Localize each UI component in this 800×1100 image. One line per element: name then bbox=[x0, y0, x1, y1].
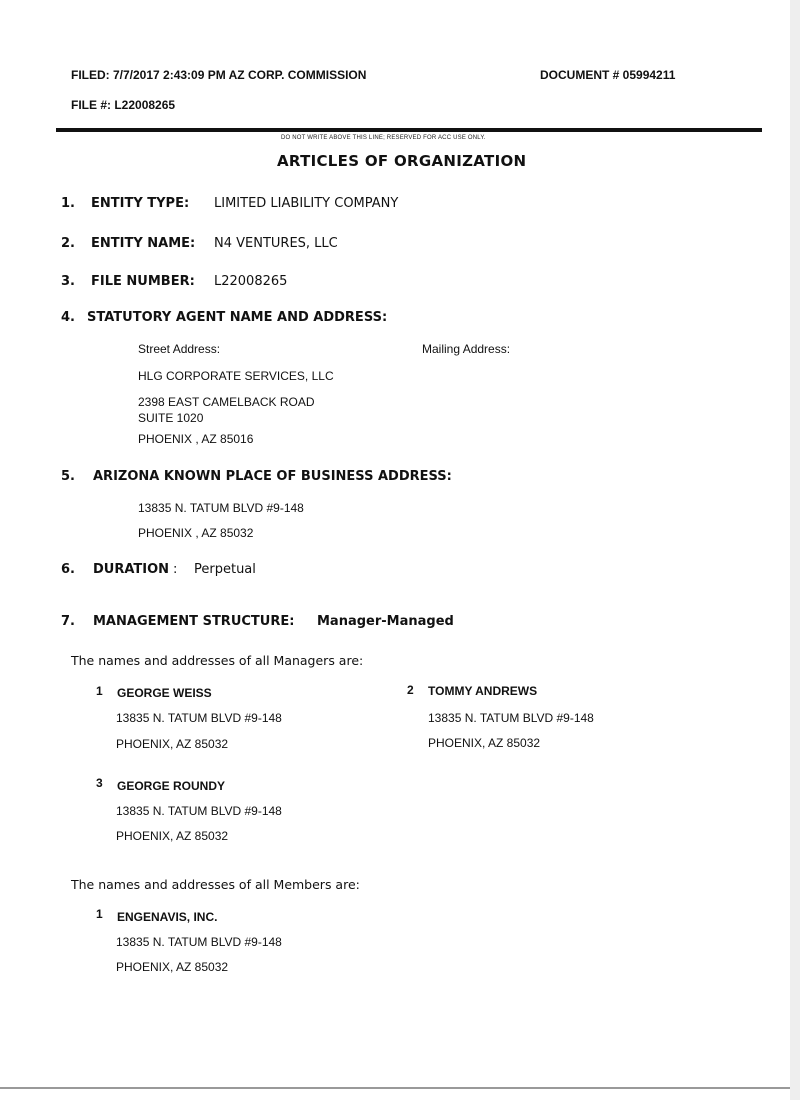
manager-address-line1: 13835 N. TATUM BLVD #9-148 bbox=[428, 711, 594, 725]
management-structure-label: MANAGEMENT STRUCTURE: bbox=[93, 614, 295, 629]
member-address-line1: 13835 N. TATUM BLVD #9-148 bbox=[116, 935, 282, 949]
member-number: 1 bbox=[96, 907, 103, 921]
page-right-edge bbox=[790, 0, 800, 1100]
section-1-number: 1. bbox=[61, 196, 75, 211]
reserved-notice: DO NOT WRITE ABOVE THIS LINE; RESERVED FOR ACC USE ONLY. bbox=[281, 135, 486, 141]
business-address-city: PHOENIX , AZ 85032 bbox=[138, 526, 254, 540]
section-7-number: 7. bbox=[61, 614, 75, 629]
manager-address-line1: 13835 N. TATUM BLVD #9-148 bbox=[116, 804, 282, 818]
agent-address-line1: 2398 EAST CAMELBACK ROAD bbox=[138, 395, 315, 409]
manager-number: 1 bbox=[96, 684, 103, 698]
page-bottom-rule bbox=[0, 1087, 800, 1089]
file-number-header: FILE #: L22008265 bbox=[71, 98, 176, 112]
managers-intro: The names and addresses of all Managers are: bbox=[71, 653, 364, 668]
manager-address-line1: 13835 N. TATUM BLVD #9-148 bbox=[116, 711, 282, 725]
section-4-number: 4. bbox=[61, 310, 75, 325]
business-address-label: ARIZONA KNOWN PLACE OF BUSINESS ADDRESS: bbox=[93, 469, 452, 484]
statutory-agent-label: STATUTORY AGENT NAME AND ADDRESS: bbox=[87, 310, 388, 325]
manager-number: 2 bbox=[407, 683, 414, 697]
manager-address-city: PHOENIX, AZ 85032 bbox=[116, 737, 229, 751]
duration-label: DURATION bbox=[93, 562, 170, 577]
entity-name-value: N4 VENTURES, LLC bbox=[214, 236, 338, 251]
manager-name: TOMMY ANDREWS bbox=[428, 684, 538, 698]
section-5-number: 5. bbox=[61, 469, 75, 484]
street-address-label: Street Address: bbox=[138, 342, 221, 356]
duration-value: Perpetual bbox=[194, 562, 256, 577]
agent-address-line2: SUITE 1020 bbox=[138, 411, 204, 425]
agent-name: HLG CORPORATE SERVICES, LLC bbox=[138, 369, 334, 383]
agent-address-city: PHOENIX , AZ 85016 bbox=[138, 432, 254, 446]
mailing-address-label: Mailing Address: bbox=[422, 342, 511, 356]
member-address-city: PHOENIX, AZ 85032 bbox=[116, 960, 229, 974]
manager-number: 3 bbox=[96, 776, 103, 790]
section-2-number: 2. bbox=[61, 236, 75, 251]
document-title: ARTICLES OF ORGANIZATION bbox=[277, 152, 527, 170]
document-number: DOCUMENT # 05994211 bbox=[540, 68, 676, 82]
business-address-line1: 13835 N. TATUM BLVD #9-148 bbox=[138, 501, 304, 515]
section-3-number: 3. bbox=[61, 274, 75, 289]
file-number-value: L22008265 bbox=[214, 274, 288, 289]
entity-type-label: ENTITY TYPE: bbox=[91, 196, 190, 211]
reserved-divider bbox=[56, 128, 762, 132]
file-number-label: FILE NUMBER: bbox=[91, 274, 195, 289]
manager-name: GEORGE ROUNDY bbox=[117, 779, 226, 793]
section-6-number: 6. bbox=[61, 562, 75, 577]
entity-name-label: ENTITY NAME: bbox=[91, 236, 196, 251]
member-name: ENGENAVIS, INC. bbox=[117, 910, 218, 924]
members-intro: The names and addresses of all Members are: bbox=[71, 877, 360, 892]
manager-name: GEORGE WEISS bbox=[117, 686, 212, 700]
manager-address-city: PHOENIX, AZ 85032 bbox=[116, 829, 229, 843]
filed-stamp: FILED: 7/7/2017 2:43:09 PM AZ CORP. COMMISSION bbox=[71, 68, 367, 82]
management-structure-value: Manager-Managed bbox=[317, 614, 454, 629]
duration-colon: : bbox=[173, 562, 178, 577]
entity-type-value: LIMITED LIABILITY COMPANY bbox=[214, 196, 399, 211]
manager-address-city: PHOENIX, AZ 85032 bbox=[428, 736, 541, 750]
